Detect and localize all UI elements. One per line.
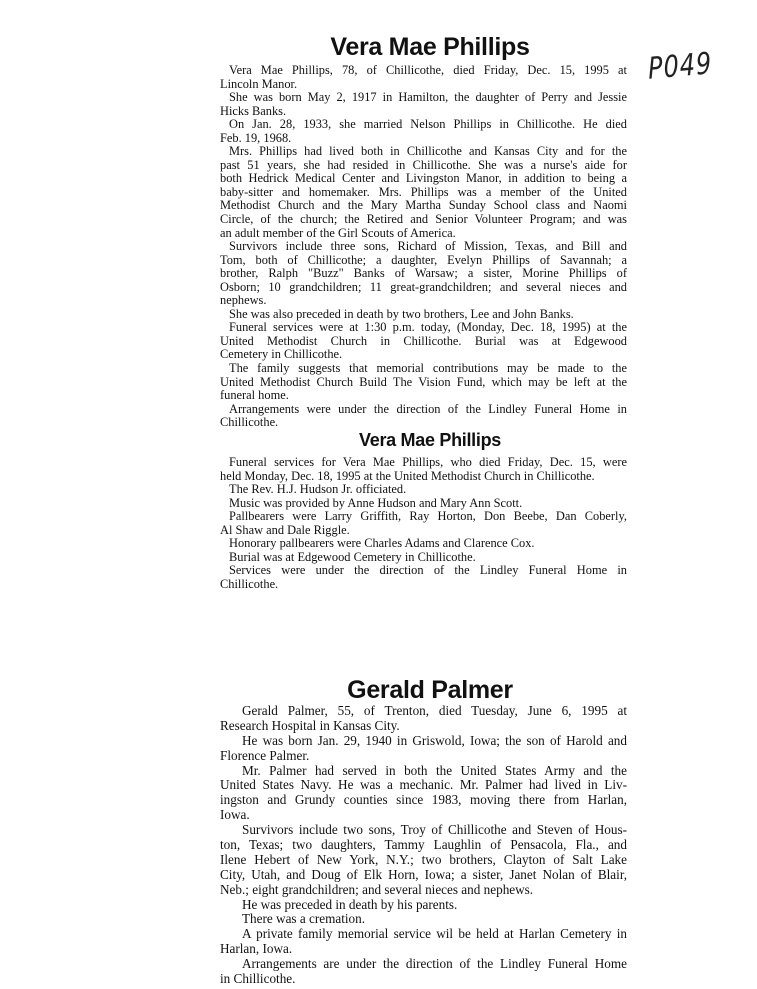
paragraph [220,321,627,362]
paragraph [220,551,627,565]
text-line: Arrangements are under the direction of the Lindley Funeral Home [242,956,627,972]
text-line: The Rev. H.J. Hudson Jr. officiated. [229,482,407,497]
text-line: Burial was at Edgewood Cemetery in Chillicothe. [229,549,476,564]
text-line: Mrs. Phillips had lived both in Chillicothe and Kansas City and for the [229,144,627,159]
paragraph [220,240,627,308]
handwritten-page-label: P049 [647,45,714,87]
text-line: He was born Jan. 29, 1940 in Griswold, Iowa; the son of Harold and [242,732,627,748]
paragraph [220,118,627,145]
funeral-notice-title-vera-mae-phillips: Vera Mae Phillips [359,430,501,450]
text-line: On Jan. 28, 1933, she married Nelson Phillips in Chillicothe. He died [229,117,627,132]
obituary-body-gerald-palmer [220,704,627,987]
text-line: Tom, both of Chillicothe; a daughter, Evelyn Phillips of Savannah; a [220,252,627,267]
funeral-notice-body-vera-mae-phillips [220,456,627,591]
text-line: Vera Mae Phillips, 78, of Chillicothe, died Friday, Dec. 15, 1995 at [229,63,627,77]
text-line: Lincoln Manor. [220,76,298,91]
text-line: in Chillicothe. [220,971,296,987]
obituary-title-vera-mae-phillips: Vera Mae Phillips [330,33,530,61]
text-line: Services were under the direction of the Lindley Funeral Home in [229,563,627,578]
paragraph [220,764,627,824]
paragraph [220,537,627,551]
text-line: Iowa. [220,807,250,823]
text-line: brother, Ralph "Buzz" Banks of Warsaw; a sister, Morine Phillips of [220,266,627,281]
text-line: both Hedrick Medical Center and Livingston Manor, in addition to being a [220,171,627,186]
paragraph [220,403,627,430]
text-line: The family suggests that memorial contributions may be made to the [229,361,627,376]
text-line: Mr. Palmer had served in both the United States Army and the [242,762,627,778]
text-line: Arrangements were under the direction of the Lindley Funeral Home in [229,401,627,416]
text-line: Music was provided by Anne Hudson and Mary Ann Scott. [229,495,523,510]
paragraph [220,91,627,118]
text-line: City, Utah, and Doug of Elk Horn, Iowa; a sister, Janet Nolan of Blair, [220,866,627,882]
text-line: United States Navy. He was a mechanic. Mr. Palmer had lived in Liv- [220,777,627,793]
paragraph [220,362,627,403]
text-line: Gerald Palmer, 55, of Trenton, died Tuesday, June 6, 1995 at [242,703,627,718]
text-line: Survivors include three sons, Richard of Mission, Texas, and Bill and [229,239,627,254]
text-line: There was a cremation. [242,911,366,927]
text-line: Pallbearers were Larry Griffith, Ray Horton, Don Beebe, Dan Coberly, [229,509,627,524]
text-line: Osborn; 10 grandchildren; 11 great-grandchildren; and several nieces and [220,279,627,294]
paragraph [220,510,627,537]
text-line: Ilene Hebert of New York, N.Y.; two brothers, Clayton of Salt Lake [220,851,627,867]
text-line: Survivors include two sons, Troy of Chillicothe and Steven of Hous- [242,822,627,838]
text-line: Funeral services for Vera Mae Phillips, who died Friday, Dec. 15, were [229,455,627,469]
text-line: Methodist Church and the Mary Martha Sunday School class and Naomi [220,198,627,213]
text-line: an adult member of the Girl Scouts of America. [220,225,456,240]
text-line: A private family memorial service wil be held at Harlan Cemetery in [242,926,627,942]
text-line: past 51 years, she had resided in Chillicothe. She was a nurse's aide for [220,157,627,172]
paragraph [220,704,627,734]
text-line: ton, Texas; two daughters, Tammy Laughlin of Pensacola, Fla., and [220,837,627,853]
text-line: Neb.; eight grandchildren; and several nieces and nephews. [220,881,534,897]
text-line: held Monday, Dec. 18, 1995 at the United Methodist Church in Chillicothe. [220,468,595,483]
text-line: Honorary pallbearers were Charles Adams and Clarence Cox. [229,536,535,551]
paragraph [220,927,627,957]
text-line: Al Shaw and Dale Riggle. [220,522,350,537]
text-line: Circle, of the church; the Retired and Senior Volunteer Program; and was [220,212,627,227]
text-line: Chillicothe. [220,415,279,430]
text-line: baby-sitter and homemaker. Mrs. Phillips was a member of the United [220,184,627,199]
paragraph [220,145,627,240]
text-line: United Methodist Church in Chillicothe. Burial was at Edgewood [220,333,627,348]
text-line: Cemetery in Chillicothe. [220,347,343,362]
text-line: She was also preceded in death by two brothers, Lee and John Banks. [229,306,574,321]
text-line: Hicks Banks. [220,103,287,118]
obituary-body-vera-mae-phillips [220,64,627,430]
text-line: Harlan, Iowa. [220,941,293,957]
text-line: She was born May 2, 1917 in Hamilton, the daughter of Perry and Jessie [229,90,627,105]
paragraph [220,912,627,927]
text-line: Chillicothe. [220,576,279,591]
paragraph [220,483,627,497]
text-line: funeral home. [220,388,289,403]
paragraph [220,823,627,897]
paragraph [220,957,627,987]
paragraph [220,456,627,483]
paragraph [220,497,627,511]
paragraph [220,734,627,764]
text-line: Research Hospital in Kansas City. [220,717,400,733]
paragraph [220,898,627,913]
text-line: He was preceded in death by his parents. [242,896,458,912]
text-line: Feb. 19, 1968. [220,130,292,145]
text-line: nephews. [220,293,267,308]
paragraph [220,564,627,591]
paragraph [220,64,627,91]
obituary-title-gerald-palmer: Gerald Palmer [347,676,513,704]
text-line: United Methodist Church Build The Vision Fund, which may be left at the [220,374,627,389]
paragraph [220,308,627,322]
text-line: Florence Palmer. [220,747,310,763]
text-line: Funeral services were at 1:30 p.m. today, (Monday, Dec. 18, 1995) at the [229,320,627,335]
text-line: ingston and Grundy counties since 1983, moving there from Harlan, [220,792,627,808]
